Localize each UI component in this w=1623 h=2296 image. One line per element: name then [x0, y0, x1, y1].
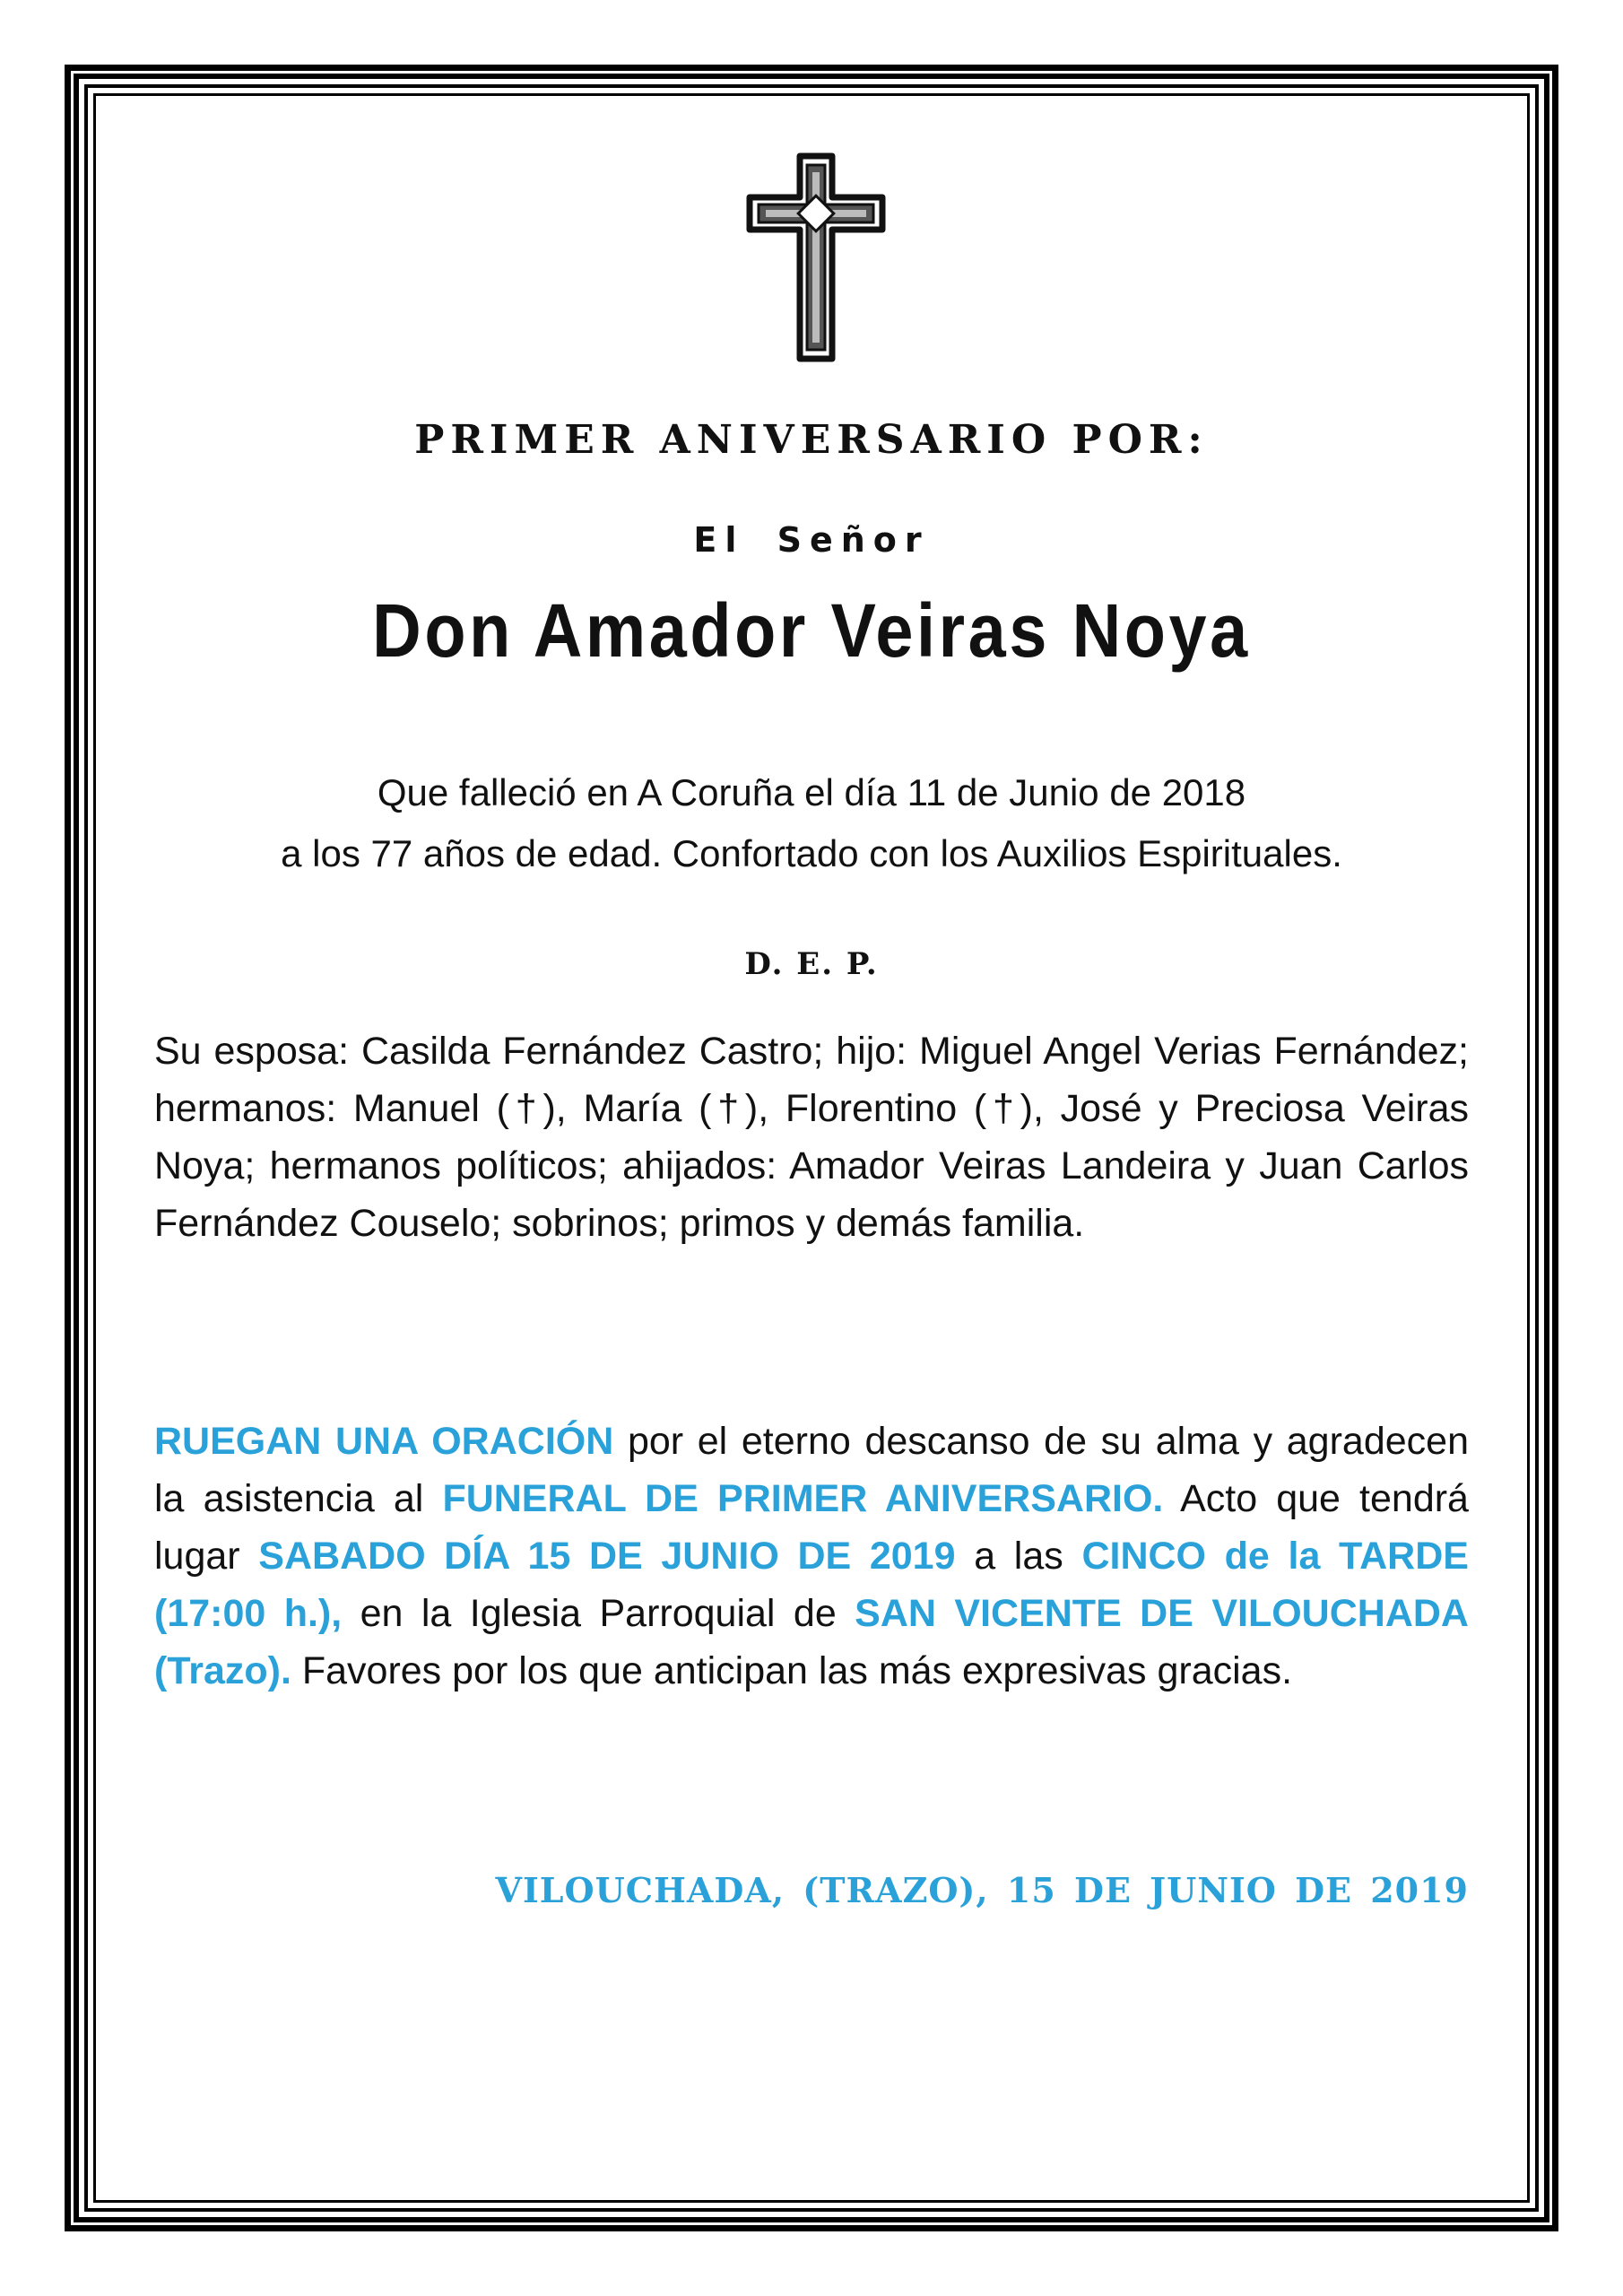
prayer-text-4: en la Iglesia Parroquial de	[342, 1592, 855, 1635]
death-info-line2: a los 77 años de edad. Confortado con los Auxilios Espirituales.	[281, 832, 1342, 874]
death-info	[161, 762, 1462, 884]
prayer-text-5: Favores por los que anticipan las más expresivas gracias.	[291, 1649, 1293, 1692]
prayer-highlight-request: RUEGAN UNA ORACIÓN	[154, 1420, 614, 1463]
rip-abbreviation: D. E. P.	[744, 946, 879, 982]
prayer-text-1: por el eterno descanso de su alma y agradecen la asistencia al	[154, 1420, 1469, 1520]
family-paragraph: Su esposa: Casilda Fernández Castro; hijo: Miguel Angel Verias Fernández; hermanos: Manuel (†), María (†), Florentino (†), José y Preciosa Veiras Noya; hermanos políticos; ahijados: Amador Veiras Landeira y Juan Carlos Fernández Couselo; sobrinos; primos y demás familia.	[154, 1030, 1469, 1245]
anniversary-heading: PRIMER ANIVERSARIO POR:	[414, 417, 1209, 463]
deceased-name: Don Amador Veiras Noya	[372, 588, 1251, 673]
cross-icon	[744, 151, 888, 366]
prayer-highlight-church: SAN VICENTE DE VILOUCHADA (Trazo).	[154, 1592, 1469, 1692]
prayer-text-3: a las	[955, 1535, 1082, 1578]
prayer-paragraph	[154, 1413, 1469, 1700]
honorific: El Señor	[693, 520, 930, 560]
prayer-highlight-date: SABADO DÍA 15 DE JUNIO DE 2019	[258, 1535, 956, 1578]
place-date: VILOUCHADA, (TRAZO), 15 DE JUNIO DE 2019	[495, 1870, 1469, 1910]
prayer-text-2: Acto que tendrá lugar	[154, 1477, 1469, 1578]
prayer-highlight-time: CINCO de la TARDE (17:00 h.),	[154, 1535, 1469, 1635]
death-info-line1: Que falleció en A Coruña el día 11 de Junio de 2018	[377, 771, 1246, 813]
prayer-highlight-funeral: FUNERAL DE PRIMER ANIVERSARIO.	[442, 1477, 1164, 1520]
